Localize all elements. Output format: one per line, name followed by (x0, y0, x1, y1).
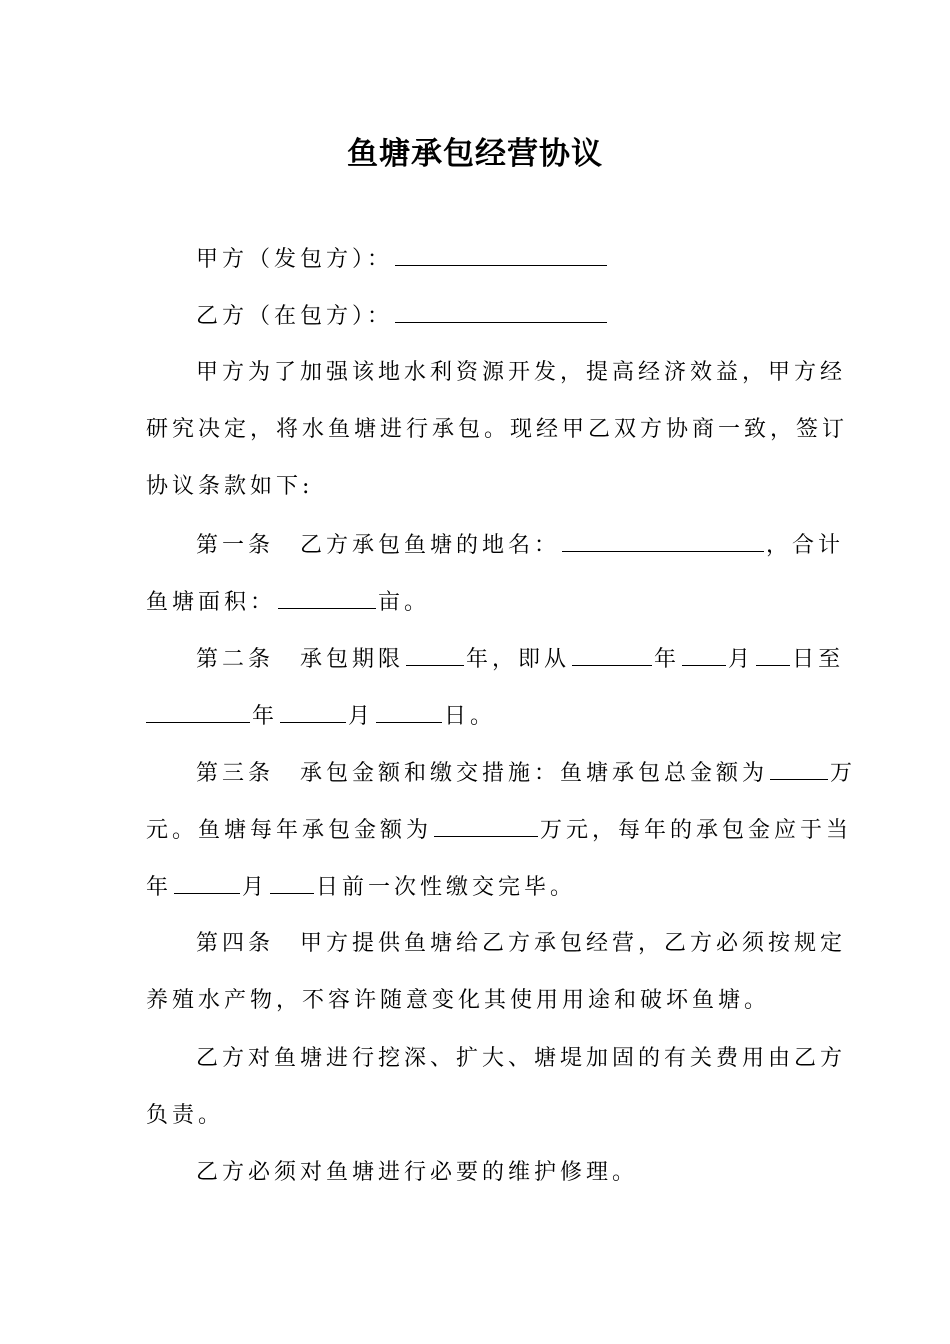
article3-line-3 (146, 871, 806, 904)
article4-line-1: 第四条 甲方提供鱼塘给乙方承包经营，乙方必须按规定 (196, 931, 847, 956)
party-b-label: 乙方（在包方）： (196, 304, 394, 329)
end-month-blank (280, 700, 346, 723)
area-unit: 亩。 (378, 590, 431, 615)
due-month-blank (174, 871, 240, 894)
article2-text-f: 年 (252, 704, 279, 729)
party-b-line (196, 300, 856, 333)
article2-line-1 (196, 643, 845, 676)
article2-label: 第二条 承包期限 (196, 647, 405, 672)
article3-text-g: 日前一次性缴交完毕。 (316, 875, 577, 900)
article4-line-2: 养殖水产物，不容许随意变化其使用用途和破坏鱼塘。 (146, 988, 771, 1013)
place-name-blank (562, 529, 764, 552)
article2-text-b: 年，即从 (466, 647, 571, 672)
article2-text-e: 日至 (792, 647, 845, 672)
party-a-blank (395, 243, 607, 266)
end-year-blank (146, 700, 250, 723)
start-day-blank (756, 643, 790, 666)
article2-text-c: 年 (654, 647, 681, 672)
article3-line-2 (146, 814, 853, 847)
total-amount-blank (770, 757, 828, 780)
article2-text-h: 日。 (444, 704, 497, 729)
due-day-blank (270, 871, 314, 894)
article3-label: 第三条 承包金额和缴交措施：鱼塘承包总金额为 (196, 761, 769, 786)
start-month-blank (682, 643, 726, 666)
article1-suffix: ，合计 (766, 533, 845, 558)
area-label: 鱼塘面积： (146, 590, 277, 615)
article3-text-e: 年 (146, 875, 173, 900)
article3-line-1 (196, 757, 857, 790)
intro-line-2: 研究决定，将水鱼塘进行承包。现经甲乙双方协商一致，签订 (146, 417, 849, 442)
article2-text-d: 月 (728, 647, 755, 672)
document-title: 鱼塘承包经营协议 (347, 136, 603, 172)
annual-amount-blank (434, 814, 538, 837)
party-b-blank (395, 300, 607, 323)
article3-text-b: 万 (830, 761, 857, 786)
article2-text-g: 月 (348, 704, 375, 729)
intro-line-1: 甲方为了加强该地水利资源开发，提高经济效益，甲方经 (196, 360, 847, 385)
area-blank (278, 586, 376, 609)
article3-text-c: 元。鱼塘每年承包金额为 (146, 818, 433, 843)
article3-text-d: 万元，每年的承包金应于当 (540, 818, 853, 843)
article1-line-1 (196, 529, 845, 562)
article1-line-2 (146, 586, 806, 619)
para5-line-2: 负责。 (146, 1103, 225, 1128)
term-years-blank (406, 643, 464, 666)
start-year-blank (572, 643, 652, 666)
party-a-label: 甲方（发包方）： (196, 247, 394, 272)
article1-prefix: 第一条 乙方承包鱼塘的地名： (196, 533, 561, 558)
party-a-line (196, 243, 856, 276)
article3-text-f: 月 (242, 875, 269, 900)
para5-line-1: 乙方对鱼塘进行挖深、扩大、塘堤加固的有关费用由乙方 (196, 1046, 847, 1071)
end-day-blank (376, 700, 442, 723)
intro-line-3: 协议条款如下: (146, 474, 314, 499)
para6-line: 乙方必须对鱼塘进行必要的维护修理。 (196, 1160, 639, 1185)
article2-line-2 (146, 700, 806, 733)
